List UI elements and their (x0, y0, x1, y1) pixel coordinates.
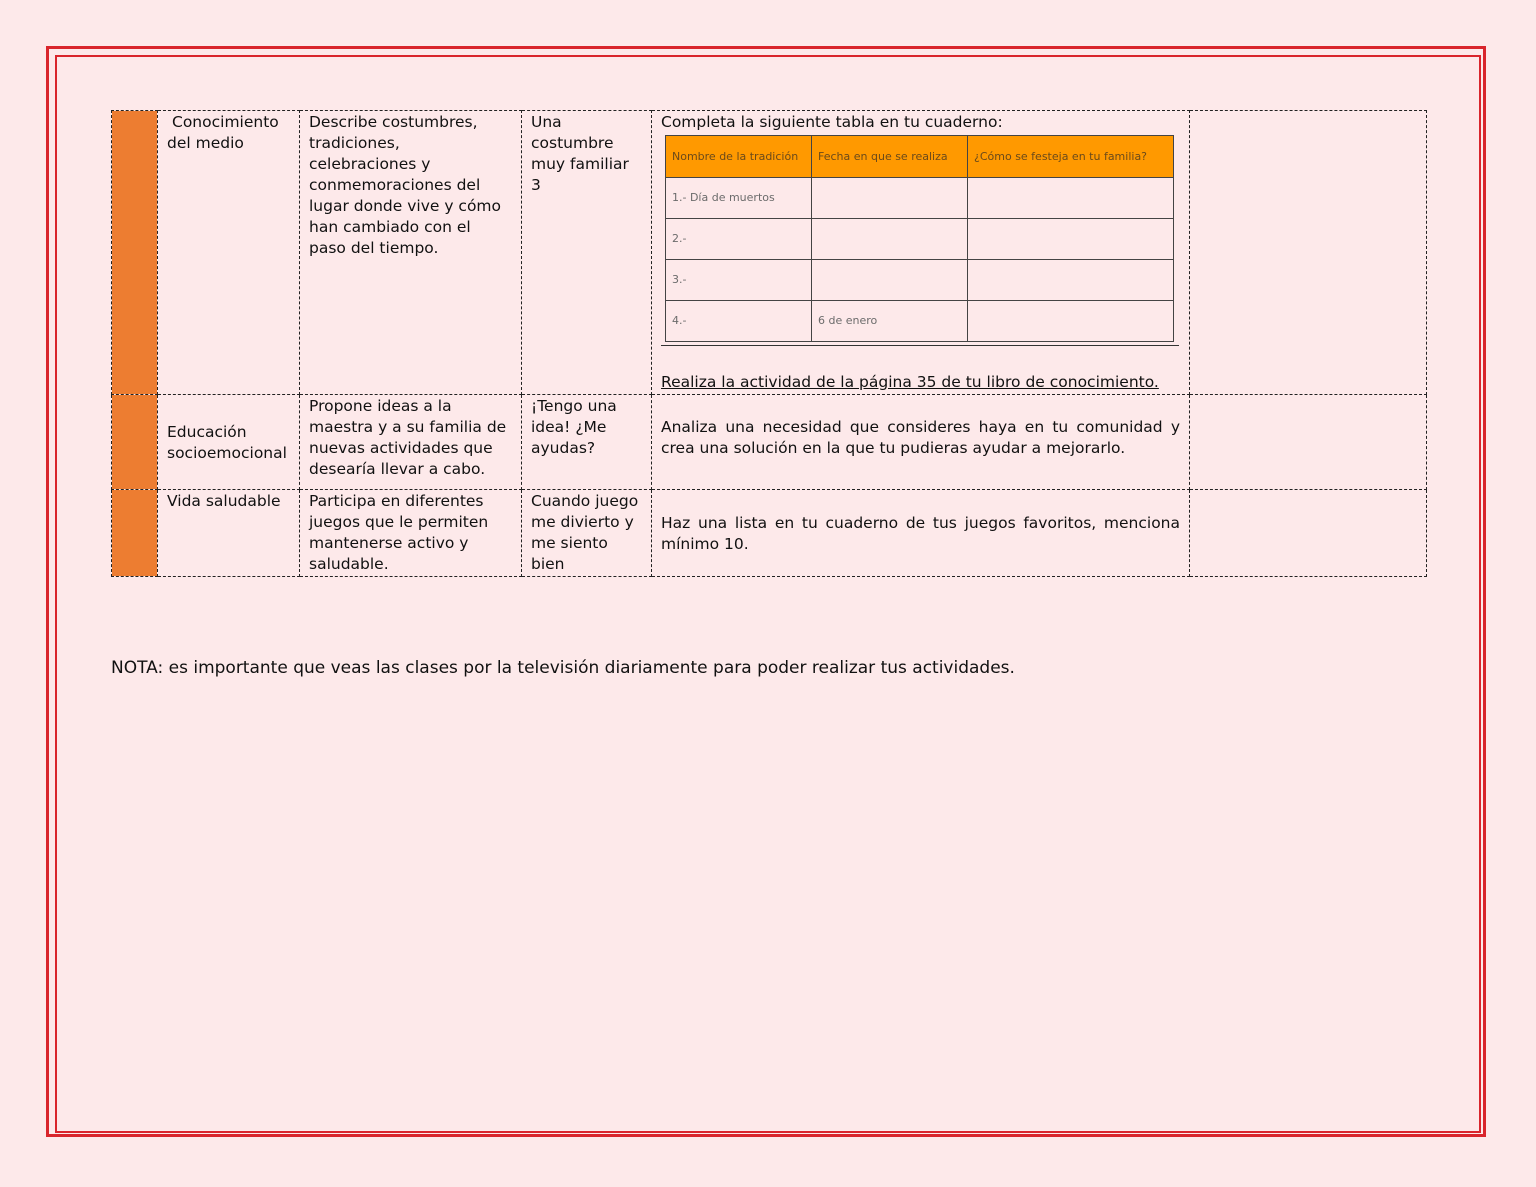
table-bottom-rule (661, 345, 1179, 346)
date-cell: 6 de enero (812, 301, 968, 342)
subject-color-stripe (112, 111, 158, 395)
celebration-cell (968, 178, 1174, 219)
header-how-celebrated: ¿Cómo se festeja en tu familia? (968, 136, 1174, 178)
subject-cell: Vida saludable (158, 490, 300, 577)
header-tradition-name: Nombre de la tradición (666, 136, 812, 178)
empty-cell (1190, 490, 1427, 577)
table-row (112, 111, 1427, 395)
subject-color-stripe (112, 490, 158, 577)
tradition-table-wrapper (661, 135, 1177, 346)
table-row (666, 260, 1174, 301)
header-date: Fecha en que se realiza (812, 136, 968, 178)
footer-note: NOTA: es importante que veas las clases por la televisión diariamente para poder realizar tus actividades. (111, 658, 1015, 678)
activity-cell: Analiza una necesidad que consideres haya en tu comunidad y crea una solución en la que tu pudieras ayudar a mejorarlo. (652, 395, 1190, 490)
subject-cell: Conocimiento del medio (158, 111, 300, 395)
empty-cell (1190, 111, 1427, 395)
activity-book-reference: Realiza la actividad de la página 35 de tu libro de conocimiento. (661, 373, 1159, 391)
date-cell (812, 260, 968, 301)
table-row (666, 301, 1174, 342)
learning-cell: Describe costumbres, tradiciones, celebraciones y conmemoraciones del lugar donde vive y cómo han cambiado con el paso del tiempo. (300, 111, 522, 395)
topic-cell: Cuando juego me divierto y me siento bien (522, 490, 652, 577)
table-row (666, 178, 1174, 219)
learning-cell: Participa en diferentes juegos que le permiten mantenerse activo y saludable. (300, 490, 522, 577)
celebration-cell (968, 260, 1174, 301)
activity-cell: Haz una lista en tu cuaderno de tus juegos favoritos, menciona mínimo 10. (652, 490, 1190, 577)
topic-cell: Una costumbre muy familiar 3 (522, 111, 652, 395)
tradition-cell: 4.- (666, 301, 812, 342)
subject-cell: Educación socioemocional (158, 395, 300, 490)
lesson-plan-table (111, 110, 1427, 577)
tradition-table (665, 135, 1174, 342)
subject-color-stripe (112, 395, 158, 490)
activity-intro: Completa la siguiente tabla en tu cuaderno: (661, 113, 1003, 131)
date-cell (812, 178, 968, 219)
tradition-cell: 1.- Día de muertos (666, 178, 812, 219)
celebration-cell (968, 301, 1174, 342)
topic-cell: ¡Tengo una idea! ¿Me ayudas? (522, 395, 652, 490)
learning-cell: Propone ideas a la maestra y a su familia de nuevas actividades que desearía llevar a cabo. (300, 395, 522, 490)
empty-cell (1190, 395, 1427, 490)
table-row (112, 395, 1427, 490)
activity-cell (652, 111, 1190, 395)
table-row (112, 490, 1427, 577)
tradition-cell: 3.- (666, 260, 812, 301)
celebration-cell (968, 219, 1174, 260)
table-row (666, 219, 1174, 260)
tradition-table-header (666, 136, 1174, 178)
date-cell (812, 219, 968, 260)
tradition-cell: 2.- (666, 219, 812, 260)
